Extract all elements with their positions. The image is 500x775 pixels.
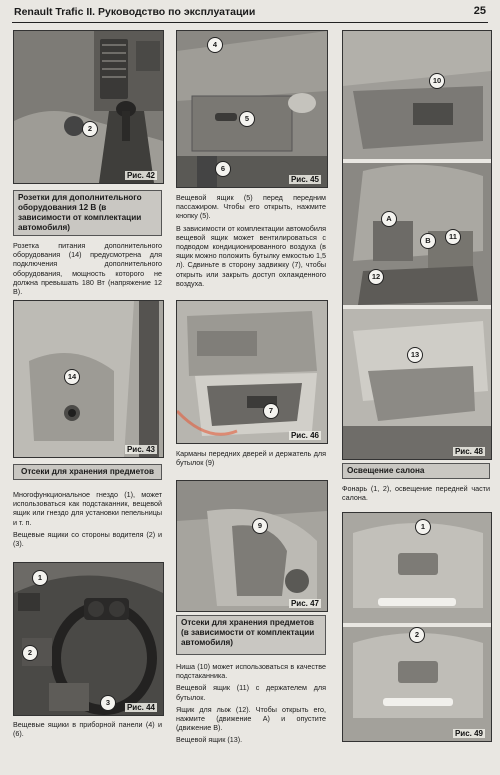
figure-47-illustration [177,481,327,611]
figure-42-illustration [14,31,163,183]
figure-48-illustration [343,31,491,459]
text-glovebox: Вещевой ящик (5) перед передним пассажиром. Чтобы его открыть, нажмите кнопку (5). В зависимости от комплектации автомобиля вещевой ящик может вентилироваться с подводом кондиционированного воздуха (в ящик можно положить бутылку емкостью 1,5 л). Сдвиньте в сторону задвижку (7), чтобы открыть или закрыть доступ охлажденного воздуха. [176,193,326,288]
figure-46-caption: Рис. 46 [290,431,319,440]
figure-45 [176,30,328,188]
label-7: 7 [263,403,279,419]
section-heading-storage: Отсеки для хранения предметов [13,464,162,480]
page-number: 25 [473,5,486,17]
figure-47 [176,480,328,612]
text-power-outlets: Розетка питания дополнительного оборудования (14) предусмотрена для подключения дополнительного оборудования, мощность которого не должна превышать 180 Вт (напряжение 12 В). [13,241,162,297]
label-5: 5 [239,111,255,127]
section-heading-storage-optional: Отсеки для хранения предметов (в зависимости от комплектации автомобиля) [176,615,326,655]
label-2: 2 [82,121,98,137]
text-interior-lighting: Фонарь (1, 2), освещение передней части салона. [342,484,490,503]
text-storage: Многофункциональное гнездо (1), может использоваться как подстаканник, вещевой ящик или гнездо для установки пепельницы и т. п. Вещевые ящики со стороны водителя (2) и (3). [13,490,162,549]
text-storage-optional: Ниша (10) может использоваться в качестве подстаканника. Вещевой ящик (11) с держателем для бутылок. Ящик для лыж (12). Чтобы открыть его, нажмите (движение A) и опустите (движение B). Вещевой ящик (13). [176,662,326,745]
figure-43-illustration [14,301,163,457]
figure-47-caption: Рис. 47 [290,599,319,608]
label-2: 2 [409,627,425,643]
figure-46-illustration [177,301,327,443]
header-title: Renault Trafic II. Руководство по эксплуатации [14,6,256,18]
label-1: 1 [32,570,48,586]
figure-46 [176,300,328,444]
section-heading-interior-lighting: Освещение салона [342,463,490,479]
text-door-pockets: Карманы передних дверей и держатель для бутылок (9) [176,449,326,468]
figure-44 [13,562,164,716]
section-heading-power-outlets: Розетки для дополнительного оборудования 12 В (в зависимости от комплектации автомобиля) [13,190,162,236]
figure-45-caption: Рис. 45 [290,175,319,184]
figure-43 [13,300,164,458]
figure-42-caption: Рис. 42 [126,171,155,180]
figure-44-illustration [14,563,163,715]
label-a: A [381,211,397,227]
label-9: 9 [252,518,268,534]
label-4: 4 [207,37,223,53]
figure-45-illustration [177,31,327,187]
figure-42 [13,30,164,184]
label-1: 1 [415,519,431,535]
figure-43-caption: Рис. 43 [126,445,155,454]
label-3: 3 [100,695,116,711]
label-2: 2 [22,645,38,661]
label-6: 6 [215,161,231,177]
label-10: 10 [429,73,445,89]
figure-48-caption: Рис. 48 [454,447,483,456]
label-b: B [420,233,436,249]
label-14: 14 [64,369,80,385]
figure-49-caption: Рис. 49 [454,729,483,738]
figure-49 [342,512,492,742]
figure-44-caption: Рис. 44 [126,703,155,712]
label-11: 11 [445,229,461,245]
label-13: 13 [407,347,423,363]
figure-48 [342,30,492,460]
label-12: 12 [368,269,384,285]
text-dashboard-boxes: Вещевые ящики в приборной панели (4) и (6). [13,720,162,739]
page-header [12,6,488,23]
